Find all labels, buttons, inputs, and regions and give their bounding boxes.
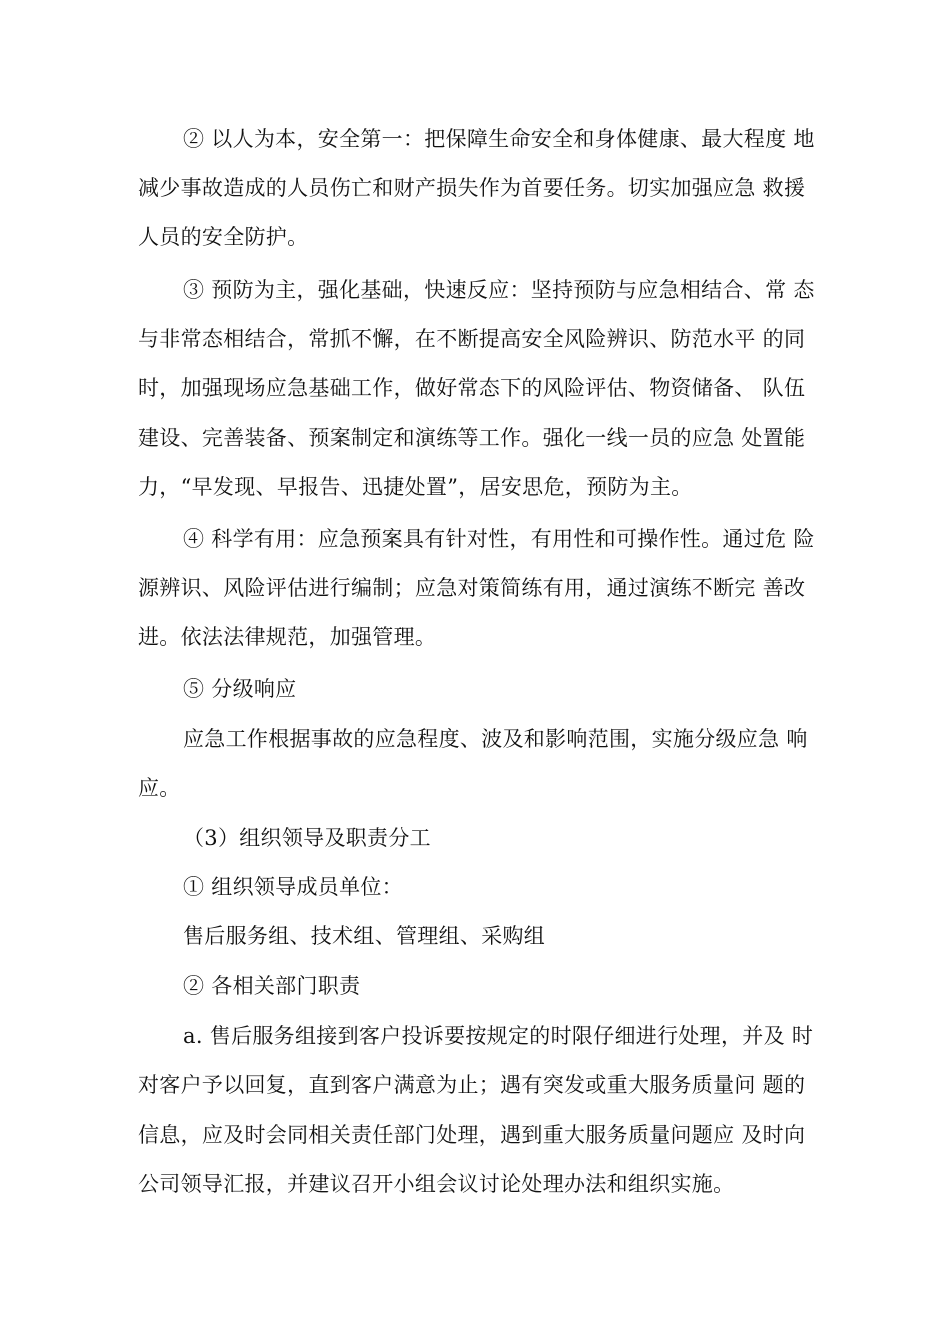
- paragraph-2-line-2: 与非常态相结合，常抓不懈，在不断提高安全风险辨识、防范水平 的同: [138, 327, 806, 351]
- paragraph-1-line-2: 减少事故造成的人员伤亡和财产损失作为首要任务。切实加强应急 救援: [138, 176, 806, 200]
- paragraph-2-line-1: ③ 预防为主，强化基础，快速反应：坚持预防与应急相结合、常 态: [183, 278, 815, 302]
- paragraph-5-line-2: 应。: [138, 776, 181, 800]
- paragraph-10-line-3: 信息，应及时会同相关责任部门处理，遇到重大服务质量问题应 及时向: [138, 1123, 806, 1147]
- responsibilities-heading: ② 各相关部门职责: [183, 974, 361, 998]
- paragraph-1-line-3: 人员的安全防护。: [138, 225, 309, 249]
- paragraph-10-line-2: 对客户予以回复，直到客户满意为止；遇有突发或重大服务质量问 题的: [138, 1073, 806, 1097]
- section-heading: （3）组织领导及职责分工: [183, 826, 431, 850]
- paragraph-3-line-1: ④ 科学有用：应急预案具有针对性，有用性和可操作性。通过危 险: [183, 527, 815, 551]
- member-units-list: 售后服务组、技术组、管理组、采购组: [183, 924, 546, 948]
- paragraph-3-line-3: 进。依法法律规范，加强管理。: [138, 625, 437, 649]
- paragraph-2-line-4: 建设、完善装备、预案制定和演练等工作。强化一线一员的应急 处置能: [138, 426, 806, 450]
- paragraph-10-line-4: 公司领导汇报，并建议召开小组会议讨论处理办法和组织实施。: [138, 1172, 735, 1196]
- paragraph-2-line-5: 力，“早发现、早报告、迅捷处置”，居安思危，预防为主。: [138, 475, 693, 499]
- member-units-heading: ① 组织领导成员单位：: [183, 875, 403, 899]
- paragraph-3-line-2: 源辨识、风险评估进行编制；应急对策简练有用，通过演练不断完 善改: [138, 576, 806, 600]
- paragraph-5-line-1: 应急工作根据事故的应急程度、波及和影响范围，实施分级应急 响: [183, 727, 808, 751]
- paragraph-10-line-1: a. 售后服务组接到客户投诉要按规定的时限仔细进行处理，并及 时: [183, 1024, 814, 1048]
- paragraph-1-line-1: ② 以人为本，安全第一：把保障生命安全和身体健康、最大程度 地: [183, 127, 815, 151]
- paragraph-4-heading: ⑤ 分级响应: [183, 677, 297, 701]
- paragraph-2-line-3: 时，加强现场应急基础工作，做好常态下的风险评估、物资储备、 队伍: [138, 376, 806, 400]
